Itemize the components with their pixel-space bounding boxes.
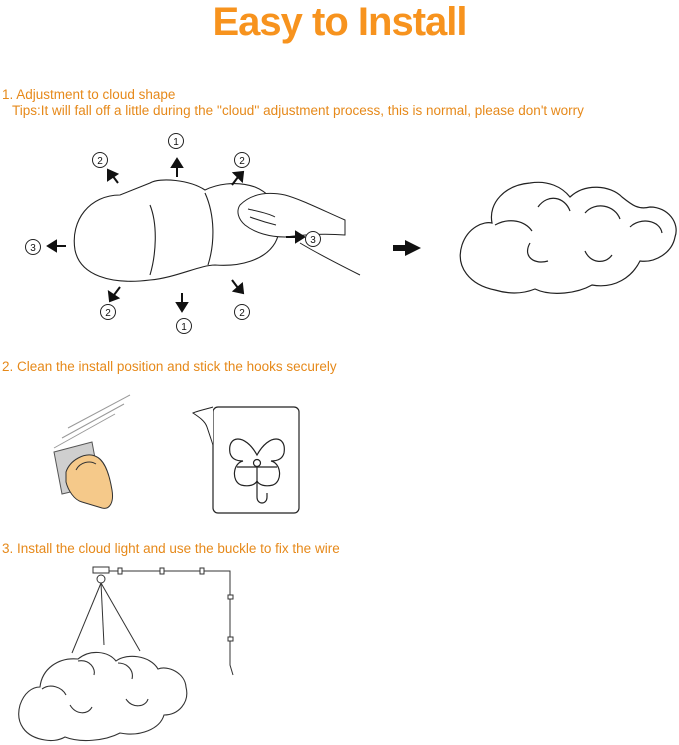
step-1-tips: Tips:It will fall off a little during the ''cloud'' adjustment process, this is normal, please don't worry [12,103,584,118]
marker-bottom-left [101,305,116,320]
result-arrow-icon [393,240,421,256]
marker-top [169,134,184,149]
svg-text:2: 2 [239,308,245,319]
ceiling-hook-icon [93,567,109,573]
svg-text:3: 3 [310,235,316,246]
cloud-shape-result [460,182,676,293]
hook-install-diagram [185,405,305,517]
clean-surface-diagram [40,390,140,515]
hanging-cloud-diagram [0,565,260,745]
wire-line [109,571,233,675]
svg-text:2: 2 [239,156,245,167]
folded-cloud-shape [74,180,280,281]
cloud-adjust-diagram [0,125,679,345]
arrow-down-icon [177,293,187,311]
arrow-up-icon [172,159,182,177]
svg-text:3: 3 [30,243,36,254]
hanging-cloud-icon [19,652,187,740]
step-2-label: 2. Clean the install position and stick the hooks securely [2,359,337,374]
arrow-up-right-icon [232,172,243,185]
arrow-down-right-icon [232,280,243,293]
svg-text:1: 1 [173,137,179,148]
page-title: Easy to Install [212,0,467,44]
marker-top-left [93,153,108,168]
arrow-up-left-icon [108,170,118,183]
marker-top-right [235,153,250,168]
marker-left [26,240,41,255]
arrow-down-left-icon [109,287,120,301]
step-1-label: 1. Adjustment to cloud shape [2,87,176,102]
arrow-left-icon [48,241,66,251]
wiping-hand-icon [66,455,113,508]
marker-bottom-right [235,305,250,320]
svg-text:1: 1 [181,322,187,333]
wire-buckle-icon [118,568,233,641]
marker-bottom [177,319,192,334]
svg-text:2: 2 [97,156,103,167]
svg-text:2: 2 [105,308,111,319]
step-3-label: 3. Install the cloud light and use the buckle to fix the wire [2,541,340,556]
marker-right [306,232,321,247]
